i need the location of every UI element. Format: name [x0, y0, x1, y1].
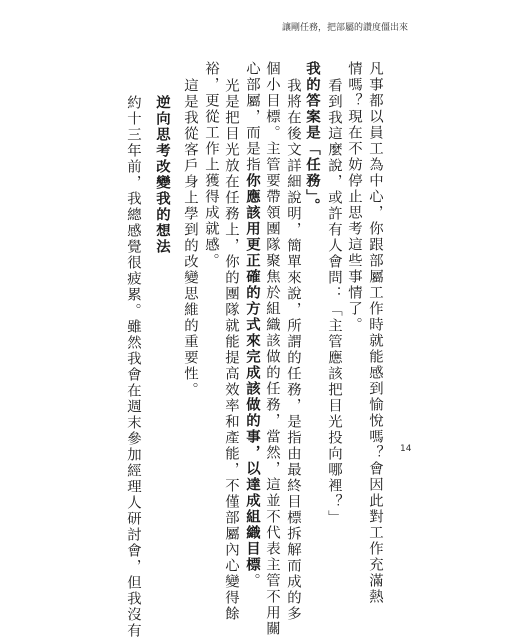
running-header: 讓剛任務，把部屬的讚度僵出來 [282, 23, 409, 33]
text-run: 。 [244, 573, 260, 589]
emphasized-text: 你應該用更正確的方式來完成該做的事，以達成組織目標 [244, 173, 260, 573]
text-column: 裕，更從工作上獲得成就感。 [203, 61, 219, 269]
text-column: 我將在後文詳細說明，簡單來說，所謂的任務，是指由最終目標拆解而成的多 [285, 78, 301, 622]
text-column: 光是把目光放在任務上，你的團隊就能提高效率和產能，不僅部屬內心變得餘 [223, 78, 239, 622]
text-column: 情嗎？現在不妨停止思考這些事情了。 [346, 61, 362, 333]
text-run: 心部屬，而是指 [244, 61, 260, 173]
text-column: 個小目標。主管要帶領團隊聚焦於組織該做的任務，當然，這並不代表主管不用關 [264, 61, 280, 637]
text-column: 凡事都以員工為中心，你跟部屬工作時就能感到愉悅嗎？會因此對工作充滿熱 [367, 61, 383, 605]
text-column [243, 61, 260, 589]
section-heading: 逆向思考改變我的想法 [154, 95, 170, 255]
text-column: 看到我這麼說，或許有人會問：「主管應該把目光投向哪裡？」 [326, 78, 342, 526]
text-column: 這是我從客戶身上學到的改變思維的重要性。 [182, 78, 198, 398]
page-number: 14 [400, 444, 412, 454]
text-column: 約十三年前，我總感覺很疲累。雖然我會在週末參加經理人研討會，但我沒有 [125, 95, 141, 639]
text-column: 我的答案是「任務」。 [304, 61, 321, 214]
